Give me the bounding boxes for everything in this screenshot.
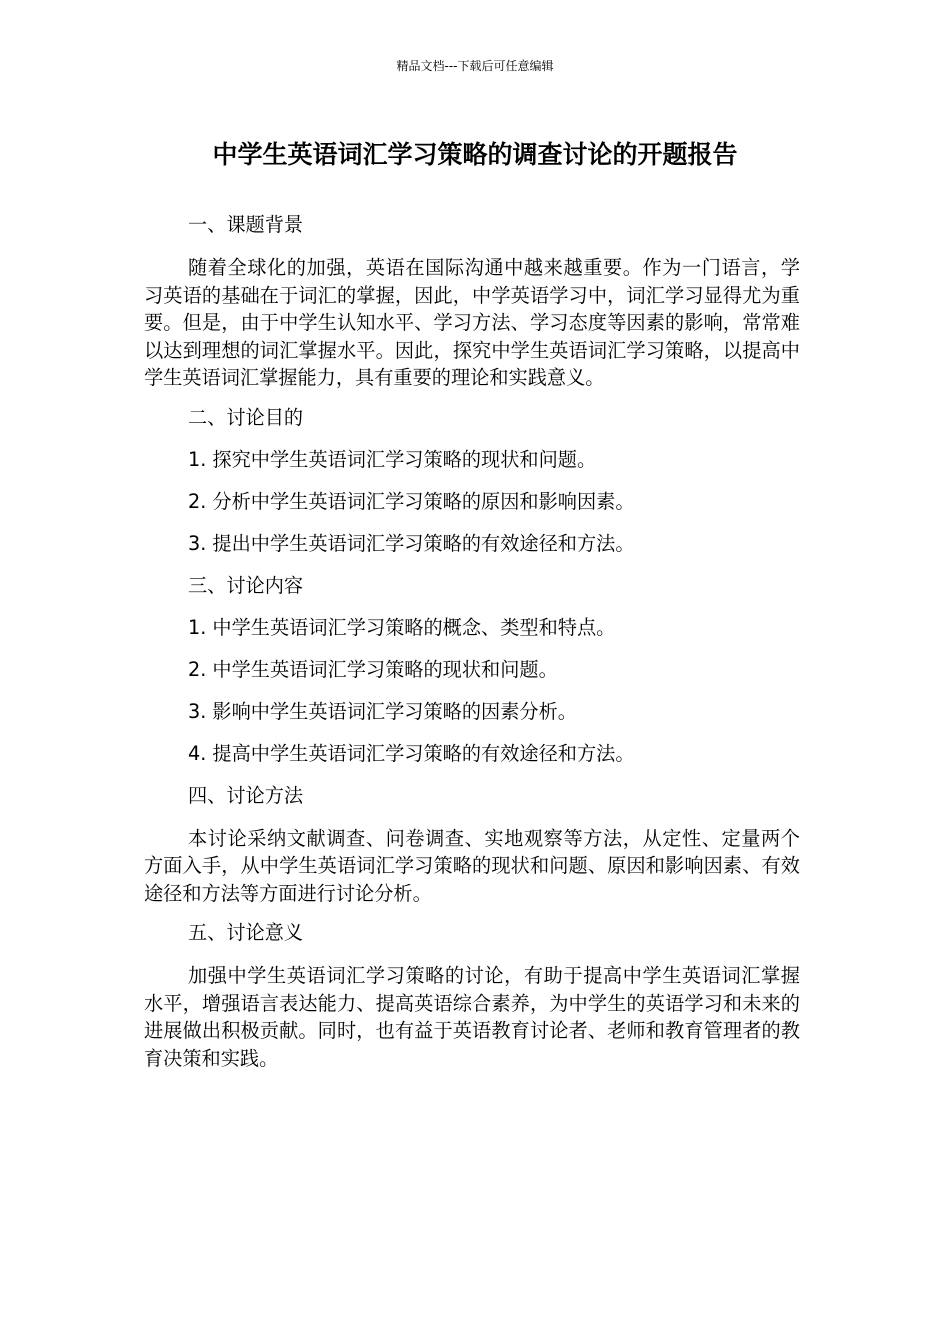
content-item: 1. 中学生英语词汇学习策略的概念、类型和特点。 [188, 615, 616, 639]
significance-paragraph: 加强中学生英语词汇学习策略的讨论，有助于提高中学生英语词汇掌握水平，增强语言表达能力、提高英语综合素养，为中学生的英语学习和未来的进展做出积极贡献。同时，也有益于英语教育讨论者、老师和教育管理者的教育决策和实践。 [144, 964, 800, 1070]
section-heading-significance: 五、讨论意义 [188, 921, 304, 944]
document-title: 中学生英语词汇学习策略的调查讨论的开题报告 [212, 140, 738, 169]
method-paragraph: 本讨论采纳文献调查、问卷调查、实地观察等方法，从定性、定量两个方面入手，从中学生英语词汇学习策略的现状和问题、原因和影响因素、有效途径和方法等方面进行讨论分析。 [144, 826, 800, 905]
content-item: 2. 中学生英语词汇学习策略的现状和问题。 [188, 657, 558, 681]
section-heading-content: 三、讨论内容 [188, 573, 304, 597]
purpose-item: 1. 探究中学生英语词汇学习策略的现状和问题。 [188, 447, 597, 471]
section-heading-purpose: 二、讨论目的 [188, 405, 304, 429]
background-paragraph: 随着全球化的加强，英语在国际沟通中越来越重要。作为一门语言，学习英语的基础在于词汇的掌握，因此，中学英语学习中，词汇学习显得尤为重要。但是，由于中学生认知水平、学习方法、学习态度等因素的影响，常常难以达到理想的词汇掌握水平。因此，探究中学生英语词汇学习策略，以提高中学生英语词汇掌握能力，具有重要的理论和实践意义。 [144, 256, 800, 389]
content-item: 4. 提高中学生英语词汇学习策略的有效途径和方法。 [188, 741, 635, 765]
document-body [144, 212, 800, 1085]
header-note: 精品文档---下载后可任意编辑 [396, 59, 554, 73]
purpose-item: 3. 提出中学生英语词汇学习策略的有效途径和方法。 [188, 531, 635, 555]
content-item: 3. 影响中学生英语词汇学习策略的因素分析。 [188, 699, 577, 723]
section-heading-background: 一、课题背景 [188, 213, 304, 236]
purpose-item: 2. 分析中学生英语词汇学习策略的原因和影响因素。 [188, 489, 635, 513]
section-heading-method: 四、讨论方法 [188, 783, 304, 807]
